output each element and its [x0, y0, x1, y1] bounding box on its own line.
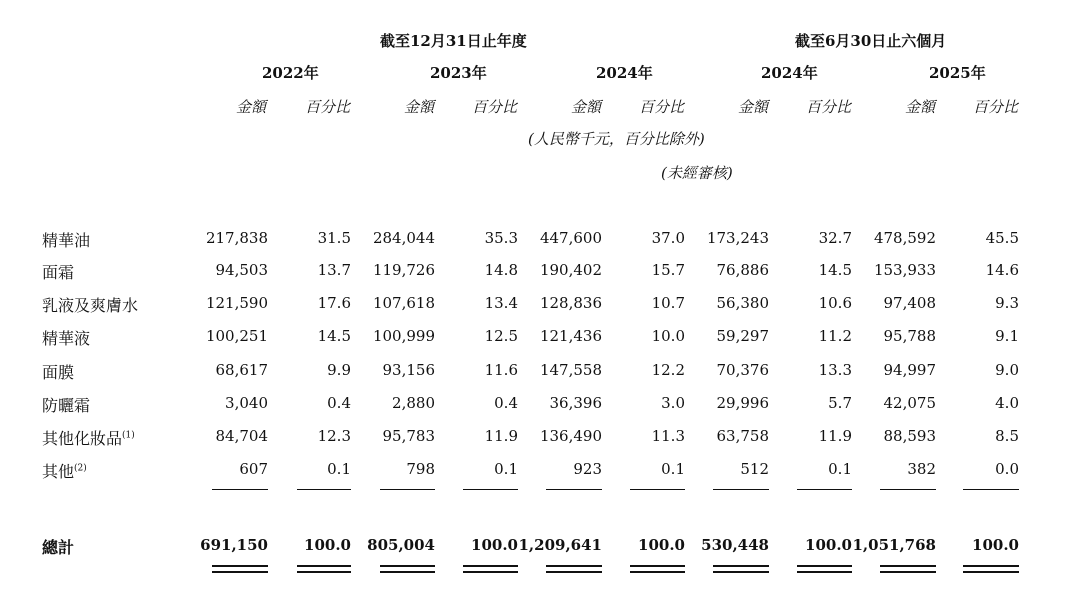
amount-cell: 121,436	[539, 327, 602, 345]
row-label-text: 精華油	[42, 231, 91, 250]
total-double-rule	[212, 571, 268, 573]
row-label	[42, 326, 90, 349]
total-percent-cell: 100.0	[638, 536, 685, 554]
percent-cell: 14.6	[985, 261, 1019, 279]
subtotal-rule	[797, 489, 852, 490]
amount-cell: 107,618	[372, 294, 435, 312]
year-header-2023: 2023年	[430, 64, 487, 82]
amount-cell: 284,044	[372, 229, 435, 247]
total-double-rule	[797, 571, 852, 573]
row-label-text: 其他	[42, 462, 75, 481]
total-label: 總計	[42, 538, 75, 557]
amount-cell: 119,726	[372, 261, 435, 279]
total-double-rule	[297, 571, 351, 573]
total-double-rule	[297, 565, 351, 567]
percent-cell: 0.1	[661, 460, 685, 478]
percent-cell: 9.1	[995, 327, 1019, 345]
percent-cell: 11.9	[484, 427, 518, 445]
total-double-rule	[212, 565, 268, 567]
row-label-text: 防曬霜	[42, 396, 91, 415]
row-label-text: 其他化妝品	[42, 429, 123, 448]
amount-cell: 100,251	[205, 327, 268, 345]
percent-cell: 0.0	[995, 460, 1019, 478]
percent-header: 百分比	[639, 98, 685, 116]
percent-cell: 13.4	[484, 294, 518, 312]
amount-cell: 68,617	[215, 361, 268, 379]
year-header-2025-h1: 2025年	[929, 64, 986, 82]
amount-header: 金額	[236, 98, 267, 116]
percent-cell: 45.5	[985, 229, 1019, 247]
row-label	[42, 360, 74, 383]
total-percent-cell: 100.0	[805, 536, 852, 554]
amount-cell: 88,593	[883, 427, 936, 445]
amount-cell: 447,600	[539, 229, 602, 247]
total-amount-cell: 691,150	[200, 536, 268, 554]
total-double-rule	[380, 565, 435, 567]
row-label	[42, 393, 90, 416]
unaudited-note: (未經審核)	[661, 164, 733, 182]
percent-cell: 17.6	[317, 294, 351, 312]
total-double-rule	[546, 571, 602, 573]
amount-cell: 93,156	[382, 361, 435, 379]
amount-cell: 382	[907, 460, 936, 478]
amount-cell: 190,402	[539, 261, 602, 279]
total-percent-cell: 100.0	[304, 536, 351, 554]
percent-header: 百分比	[973, 98, 1019, 116]
amount-cell: 56,380	[716, 294, 769, 312]
percent-cell: 0.1	[494, 460, 518, 478]
footnote-marker: (1)	[122, 430, 135, 441]
percent-header: 百分比	[472, 98, 518, 116]
amount-cell: 94,503	[215, 261, 268, 279]
total-double-rule	[880, 571, 936, 573]
percent-cell: 11.3	[651, 427, 685, 445]
total-double-rule	[713, 571, 769, 573]
amount-cell: 36,396	[549, 394, 602, 412]
year-header-2022: 2022年	[262, 64, 319, 82]
total-double-rule	[463, 571, 518, 573]
amount-cell: 84,704	[215, 427, 268, 445]
percent-cell: 10.0	[651, 327, 685, 345]
footnote-marker: (2)	[74, 463, 87, 474]
row-label-text: 精華液	[42, 329, 91, 348]
percent-cell: 12.2	[651, 361, 685, 379]
total-double-rule	[630, 565, 685, 567]
amount-cell: 478,592	[873, 229, 936, 247]
percent-cell: 32.7	[818, 229, 852, 247]
amount-header: 金額	[571, 98, 602, 116]
percent-cell: 10.6	[818, 294, 852, 312]
row-label	[42, 260, 74, 283]
total-percent-cell: 100.0	[471, 536, 518, 554]
amount-cell: 128,836	[539, 294, 602, 312]
percent-header: 百分比	[305, 98, 351, 116]
percent-cell: 9.3	[995, 294, 1019, 312]
subtotal-rule	[713, 489, 769, 490]
total-double-rule	[463, 565, 518, 567]
amount-cell: 512	[740, 460, 769, 478]
total-percent-cell: 100.0	[972, 536, 1019, 554]
amount-cell: 153,933	[873, 261, 936, 279]
percent-cell: 11.9	[818, 427, 852, 445]
row-label	[42, 293, 138, 316]
row-label-text: 乳液及爽膚水	[42, 296, 139, 315]
subtotal-rule	[463, 489, 518, 490]
amount-cell: 94,997	[883, 361, 936, 379]
amount-cell: 136,490	[539, 427, 602, 445]
amount-header: 金額	[905, 98, 936, 116]
percent-cell: 9.9	[327, 361, 351, 379]
percent-cell: 14.5	[317, 327, 351, 345]
percent-cell: 15.7	[651, 261, 685, 279]
amount-cell: 2,880	[392, 394, 435, 412]
amount-cell: 42,075	[883, 394, 936, 412]
row-label-text: 面膜	[42, 363, 75, 382]
subtotal-rule	[297, 489, 351, 490]
amount-cell: 95,783	[382, 427, 435, 445]
total-double-rule	[380, 571, 435, 573]
amount-cell: 97,408	[883, 294, 936, 312]
unit-note: (人民幣千元，百分比除外)	[528, 130, 705, 148]
row-label-text: 面霜	[42, 263, 75, 282]
row-label	[42, 426, 135, 449]
percent-cell: 13.7	[317, 261, 351, 279]
total-amount-cell: 805,004	[367, 536, 435, 554]
amount-cell: 798	[406, 460, 435, 478]
subtotal-rule	[380, 489, 435, 490]
percent-cell: 3.0	[661, 394, 685, 412]
total-double-rule	[713, 565, 769, 567]
percent-cell: 4.0	[995, 394, 1019, 412]
percent-cell: 14.5	[818, 261, 852, 279]
total-amount-cell: 1,051,768	[852, 536, 936, 554]
amount-cell: 173,243	[706, 229, 769, 247]
percent-cell: 0.1	[828, 460, 852, 478]
amount-cell: 76,886	[716, 261, 769, 279]
total-amount-cell: 530,448	[701, 536, 769, 554]
percent-cell: 14.8	[484, 261, 518, 279]
period-header-six-months: 截至6月30日止六個月	[795, 32, 947, 50]
percent-cell: 31.5	[317, 229, 351, 247]
year-header-2024: 2024年	[596, 64, 653, 82]
percent-cell: 0.4	[327, 394, 351, 412]
amount-cell: 59,297	[716, 327, 769, 345]
amount-cell: 607	[239, 460, 268, 478]
percent-cell: 10.7	[651, 294, 685, 312]
percent-cell: 37.0	[651, 229, 685, 247]
percent-cell: 9.0	[995, 361, 1019, 379]
percent-cell: 11.6	[484, 361, 518, 379]
total-double-rule	[880, 565, 936, 567]
row-label	[42, 228, 90, 251]
percent-cell: 8.5	[995, 427, 1019, 445]
percent-cell: 0.1	[327, 460, 351, 478]
subtotal-rule	[212, 489, 268, 490]
percent-cell: 35.3	[484, 229, 518, 247]
amount-cell: 95,788	[883, 327, 936, 345]
amount-cell: 29,996	[716, 394, 769, 412]
amount-cell: 100,999	[372, 327, 435, 345]
year-header-2024-h1: 2024年	[761, 64, 818, 82]
subtotal-rule	[630, 489, 685, 490]
total-double-rule	[963, 571, 1019, 573]
total-double-rule	[963, 565, 1019, 567]
percent-cell: 13.3	[818, 361, 852, 379]
subtotal-rule	[546, 489, 602, 490]
amount-cell: 147,558	[539, 361, 602, 379]
row-label	[42, 459, 87, 482]
amount-header: 金額	[738, 98, 769, 116]
percent-header: 百分比	[806, 98, 852, 116]
percent-cell: 5.7	[828, 394, 852, 412]
amount-cell: 70,376	[716, 361, 769, 379]
amount-cell: 3,040	[225, 394, 268, 412]
percent-cell: 12.5	[484, 327, 518, 345]
amount-cell: 217,838	[205, 229, 268, 247]
period-header-full-year: 截至12月31日止年度	[380, 32, 527, 50]
total-double-rule	[797, 565, 852, 567]
amount-cell: 121,590	[205, 294, 268, 312]
amount-cell: 63,758	[716, 427, 769, 445]
total-double-rule	[630, 571, 685, 573]
subtotal-rule	[880, 489, 936, 490]
percent-cell: 12.3	[317, 427, 351, 445]
total-double-rule	[546, 565, 602, 567]
percent-cell: 11.2	[818, 327, 852, 345]
total-amount-cell: 1,209,641	[518, 536, 602, 554]
subtotal-rule	[963, 489, 1019, 490]
amount-header: 金額	[404, 98, 435, 116]
percent-cell: 0.4	[494, 394, 518, 412]
amount-cell: 923	[573, 460, 602, 478]
